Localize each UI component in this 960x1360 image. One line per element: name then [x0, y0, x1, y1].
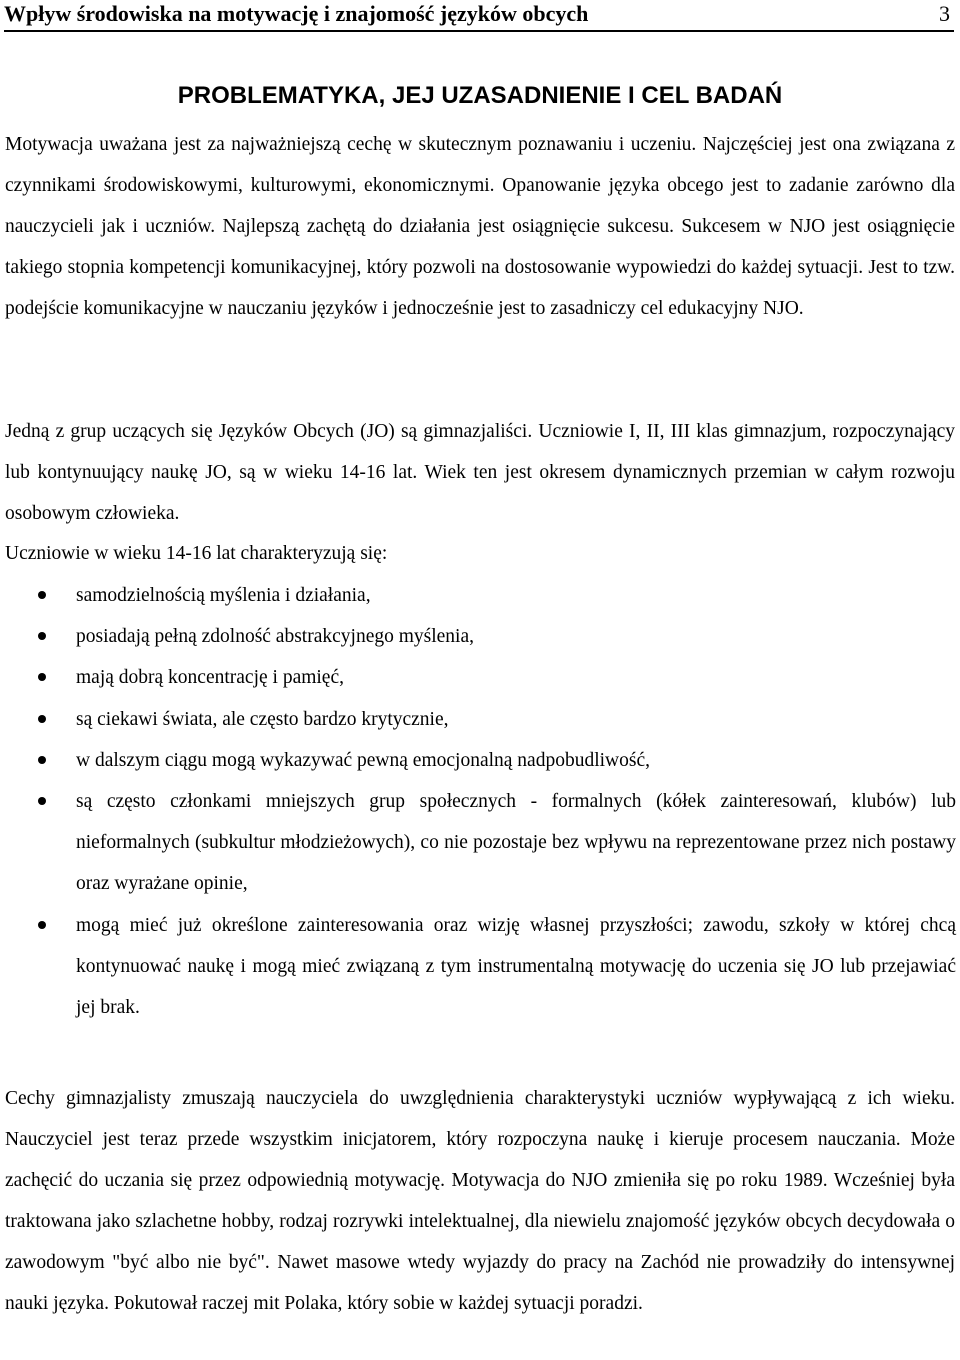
list-item-text: są ciekawi świata, ale często bardzo krytycznie, [76, 708, 449, 730]
section-heading: PROBLEMATYKA, JEJ UZASADNIENIE I CEL BADAŃ [177, 82, 783, 109]
list-item-text: samodzielnością myślenia i działania, [76, 585, 371, 606]
bullet-icon [38, 797, 46, 805]
running-header [4, 0, 954, 32]
list-item [0, 740, 956, 781]
list-item-text: mogą mieć już określone zainteresowania oraz wizję własnej przyszłości; zawodu, szkoły w której chcą kontynuować naukę i mogą mieć związaną z tym instrumentalną motywację do uczenia się JO lub przejawiać jej brak. [76, 914, 956, 1019]
list-item [0, 657, 956, 698]
header-title: Wpływ środowiska na motywację i znajomość języków obcych [4, 1, 589, 26]
paragraph-gimnazjalisci: Jedną z grup uczących się Języków Obcych (JO) są gimnazjaliści. Uczniowie I, II, III klas gimnazjum, rozpoczynający lub kontynuujący naukę JO, są w wieku 14-16 lat. Wiek ten jest okresem dynamicznych przemian w całym rozwoju osobowym człowieka. [5, 421, 955, 524]
paragraph-list-intro: Uczniowie w wieku 14-16 lat charakteryzują się: [5, 543, 388, 564]
list-item-text: są często członkami mniejszych grup społecznych - formalnych (kółek zainteresowań, klubów) lub nieformalnych (subkultur młodzieżowych), co nie pozostaje bez wpływu na reprezentowane przez nich postawy oraz wyrażane opinie, [76, 791, 956, 895]
list-item-text: posiadają pełną zdolność abstrakcyjnego myślenia, [76, 626, 474, 648]
list-item [0, 699, 956, 740]
list-item [0, 905, 956, 1029]
list-item-text: mają dobrą koncentrację i pamięć, [76, 667, 344, 689]
bullet-icon [38, 673, 46, 681]
list-item [0, 781, 956, 905]
list-item [0, 575, 956, 616]
list-item [0, 616, 956, 657]
page-number: 3 [939, 1, 950, 26]
bullet-icon [38, 756, 46, 764]
bullet-icon [38, 715, 46, 723]
paragraph-intro: Motywacja uważana jest za najważniejszą cechę w skutecznym poznawaniu i uczeniu. Najczęściej jest ona związana z czynnikami środowiskowymi, kulturowymi, ekonomicznymi. Opanowanie języka obcego jest to zadanie zarówno dla nauczycieli jak i uczniów. Najlepszą zachętą do działania jest osiągnięcie sukcesu. Sukcesem w NJO jest osiągnięcie takiego stopnia kompetencji komunikacyjnej, który pozwoli na dostosowanie wypowiedzi do każdej sytuacji. Jest to tzw. podejście komunikacyjne w nauczaniu języków i jednocześnie jest to zasadniczy cel edukacyjny NJO. [5, 134, 955, 319]
bullet-icon [38, 591, 46, 599]
list-item-text: w dalszym ciągu mogą wykazywać pewną emocjonalną nadpobudliwość, [76, 749, 650, 771]
paragraph-teacher-motivation: Cechy gimnazjalisty zmuszają nauczyciela do uwzględnienia charakterystyki uczniów wypływającą z ich wieku. Nauczyciel jest teraz przede wszystkim inicjatorem, który rozpoczyna naukę i kieruje procesem nauczania. Może zachęcić do uczania się przez odpowiednią motywację. Motywacja do NJO zmieniła się po roku 1989. Wcześniej była traktowana jako szlachetne hobby, rodzaj rozrywki intelektualnej, dla niewielu znajomość języków obcych decydowała o zawodowym "być albo nie być". Nawet masowe wtedy wyjazdy do pracy na Zachód nie prowadziły do intensywnej nauki języka. Pokutował raczej mit Polaka, który sobie w każdej sytuacji poradzi. [5, 1088, 955, 1314]
bullet-icon [38, 921, 46, 929]
characteristics-list [0, 575, 956, 1028]
bullet-icon [38, 632, 46, 640]
